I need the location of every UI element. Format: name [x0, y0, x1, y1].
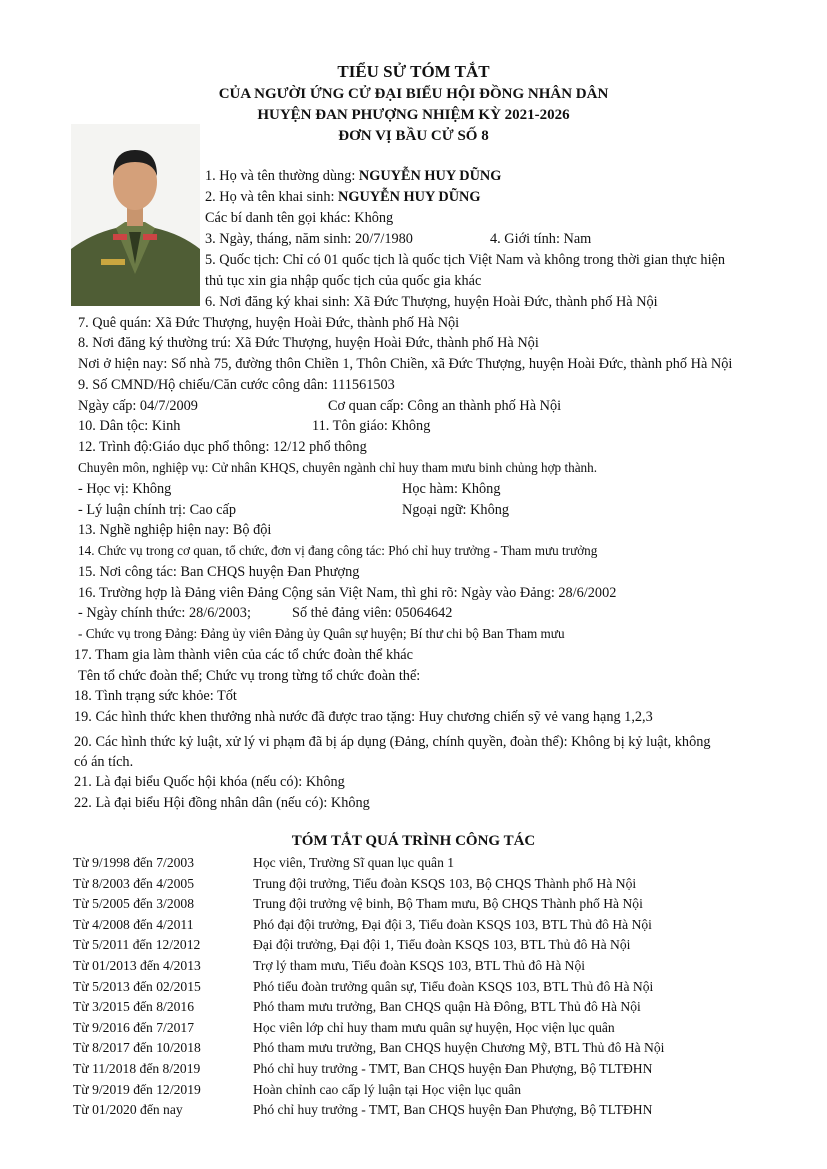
- work-period: Từ 5/2013 đến 02/2015: [73, 978, 201, 994]
- work-history-row: [73, 1100, 713, 1121]
- specialty-line: Chuyên môn, nghiệp vụ: Cử nhân KHQS, chuyên ngành chỉ huy tham mưu binh chủng hợp thành.: [78, 460, 598, 475]
- work-period: Từ 5/2005 đến 3/2008: [73, 896, 195, 912]
- party-card-line: Số thẻ đảng viên: 05064642: [292, 605, 453, 621]
- birth-name: NGUYỄN HUY DŨNG: [338, 189, 481, 205]
- work-history-row: [73, 1038, 713, 1059]
- work-description: Phó tham mưu trưởng, Ban CHQS huyện Chương Mỹ, BTL Thủ đô Hà Nội: [253, 1040, 665, 1056]
- work-description: Phó tham mưu trưởng, Ban CHQS quận Hà Đông, BTL Thủ đô Hà Nội: [253, 999, 641, 1015]
- work-history-row: [73, 853, 713, 874]
- official-date-line: - Ngày chính thức: 28/6/2003;: [78, 605, 251, 621]
- education-line: 12. Trình độ:Giáo dục phổ thông: 12/12 phổ thông: [78, 439, 367, 455]
- work-period: Từ 3/2015 đến 8/2016: [73, 999, 195, 1015]
- work-history-row: [73, 1080, 713, 1101]
- work-period: Từ 01/2020 đến nay: [73, 1102, 183, 1118]
- field-label: 1. Họ và tên thường dùng:: [205, 168, 359, 184]
- work-period: Từ 4/2008 đến 4/2011: [73, 916, 194, 932]
- party-line: 16. Trường hợp là Đảng viên Đảng Cộng sản Việt Nam, thì ghi rõ: Ngày vào Đảng: 28/6/2002: [78, 585, 617, 601]
- nationality-line: 5. Quốc tịch: Chỉ có 01 quốc tịch là quốc tịch Việt Nam và không trong thời gian thực hiện: [205, 252, 726, 268]
- work-period: Từ 11/2018 đến 8/2019: [73, 1060, 201, 1076]
- people-council-line: 22. Là đại biểu Hội đồng nhân dân (nếu có): Không: [74, 795, 370, 811]
- religion-line: 11. Tôn giáo: Không: [312, 418, 431, 434]
- organizations-detail-line: Tên tổ chức đoàn thể; Chức vụ trong từng tổ chức đoàn thể:: [78, 668, 421, 684]
- discipline-line: 20. Các hình thức kỷ luật, xử lý vi phạm đã bị áp dụng (Đảng, chính quyền, đoàn thể): Không bị kỷ luật, không: [74, 734, 711, 750]
- position-line: 14. Chức vụ trong cơ quan, tổ chức, đơn vị đang công tác: Phó chỉ huy trưởng - Tham mưu trưởng: [78, 543, 598, 558]
- work-description: Trợ lý tham mưu, Tiểu đoàn KSQS 103, BTL Thủ đô Hà Nội: [253, 957, 586, 973]
- work-history-row: [73, 915, 713, 936]
- id-number-line: 9. Số CMND/Hộ chiếu/Căn cước công dân: 111561503: [78, 377, 395, 393]
- work-history-row: [73, 874, 713, 895]
- current-address-line: Nơi ở hiện nay: Số nhà 75, đường thôn Chiền 1, Thôn Chiền, xã Đức Thượng, huyện Hoài Đức, thành phố Hà Nội: [78, 356, 733, 372]
- work-description: Phó đại đội trưởng, Đại đội 3, Tiểu đoàn KSQS 103, BTL Thủ đô Hà Nội: [253, 916, 652, 932]
- work-history-row: [73, 935, 713, 956]
- issue-date-line: Ngày cấp: 04/7/2009: [78, 398, 198, 414]
- birth-name-line: [205, 187, 480, 207]
- work-history-row: [73, 894, 713, 915]
- work-period: Từ 9/1998 đến 7/2003: [73, 855, 195, 870]
- work-history-row: [73, 1018, 713, 1039]
- work-history-title: TÓM TẮT QUÁ TRÌNH CÔNG TÁC: [291, 833, 536, 849]
- work-history-row: [73, 1059, 713, 1080]
- alias-line: Các bí danh tên gọi khác: Không: [205, 210, 394, 226]
- birth-registration-line: 6. Nơi đăng ký khai sinh: Xã Đức Thượng, huyện Hoài Đức, thành phố Hà Nội: [205, 294, 658, 310]
- nationality-line-2: thủ tục xin gia nhập quốc tịch của quốc gia khác: [205, 273, 482, 289]
- workplace-line: 15. Nơi công tác: Ban CHQS huyện Đan Phượng: [78, 564, 360, 580]
- permanent-address-line: 8. Nơi đăng ký thường trú: Xã Đức Thượng, huyện Hoài Đức, thành phố Hà Nội: [78, 335, 539, 351]
- academic-title-line: Học hàm: Không: [402, 481, 501, 497]
- work-description: Phó tiểu đoàn trưởng quân sự, Tiểu đoàn KSQS 103, BTL Thủ đô Hà Nội: [253, 978, 654, 994]
- work-history-list: [73, 853, 713, 1121]
- work-description: Học viên lớp chỉ huy tham mưu quân sự huyện, Học viện lục quân: [253, 1019, 615, 1035]
- party-position-line: - Chức vụ trong Đảng: Đảng ủy viên Đảng ủy Quân sự huyện; Bí thư chi bộ Ban Tham mưu: [78, 626, 565, 641]
- work-description: Trung đội trưởng vệ binh, Bộ Tham mưu, Bộ CHQS Thành phố Hà Nội: [253, 896, 643, 912]
- full-name: NGUYỄN HUY DŨNG: [358, 168, 502, 184]
- hometown-line: 7. Quê quán: Xã Đức Thượng, huyện Hoài Đức, thành phố Hà Nội: [78, 315, 460, 331]
- foreign-language-line: Ngoại ngữ: Không: [402, 502, 510, 518]
- gender-line: 4. Giới tính: Nam: [490, 231, 592, 247]
- full-name-line: [205, 166, 501, 186]
- work-period: Từ 9/2016 đến 7/2017: [73, 1019, 195, 1035]
- discipline-line-2: có án tích.: [74, 754, 134, 770]
- work-description: Trung đội trưởng, Tiểu đoàn KSQS 103, Bộ CHQS Thành phố Hà Nội: [253, 875, 637, 891]
- work-history-row: [73, 956, 713, 977]
- work-description: Học viên, Trường Sĩ quan lục quân 1: [253, 855, 455, 870]
- field-label: 2. Họ và tên khai sinh:: [205, 189, 339, 205]
- work-period: Từ 8/2003 đến 4/2005: [73, 875, 195, 891]
- subtitle-line: ĐƠN VỊ BẦU CỬ SỐ 8: [338, 128, 489, 144]
- work-description: Hoàn chỉnh cao cấp lý luận tại Học viện lục quân: [253, 1081, 522, 1097]
- health-line: 18. Tình trạng sức khỏe: Tốt: [74, 688, 237, 704]
- work-description: Phó chỉ huy trưởng - TMT, Ban CHQS huyện Đan Phượng, Bộ TLTĐHN: [253, 1102, 653, 1118]
- work-history-row: [73, 997, 713, 1018]
- awards-line: 19. Các hình thức khen thưởng nhà nước đã được trao tặng: Huy chương chiến sỹ vẻ vang hạng 1,2,3: [74, 709, 653, 725]
- organizations-line: 17. Tham gia làm thành viên của các tổ chức đoàn thể khác: [74, 647, 413, 663]
- subtitle-line: CỦA NGƯỜI ỨNG CỬ ĐẠI BIỂU HỘI ĐỒNG NHÂN DÂN: [218, 86, 609, 102]
- document-title: TIỂU SỬ TÓM TẮT: [337, 62, 490, 81]
- political-theory-line: - Lý luận chính trị: Cao cấp: [78, 502, 237, 518]
- degree-line: - Học vị: Không: [78, 481, 172, 497]
- work-history-row: [73, 977, 713, 998]
- work-period: Từ 5/2011 đến 12/2012: [73, 937, 201, 953]
- portrait-photo: [71, 124, 200, 306]
- work-description: Đại đội trưởng, Đại đội 1, Tiểu đoàn KSQS 103, BTL Thủ đô Hà Nội: [253, 937, 631, 953]
- work-description: Phó chỉ huy trưởng - TMT, Ban CHQS huyện Đan Phượng, Bộ TLTĐHN: [253, 1060, 653, 1076]
- ethnicity-line: 10. Dân tộc: Kinh: [78, 418, 181, 434]
- work-period: Từ 8/2017 đến 10/2018: [73, 1040, 201, 1056]
- subtitle-line: HUYỆN ĐAN PHƯỢNG NHIỆM KỲ 2021-2026: [257, 107, 570, 123]
- work-period: Từ 01/2013 đến 4/2013: [73, 957, 201, 973]
- work-period: Từ 9/2019 đến 12/2019: [73, 1081, 201, 1097]
- issuer-line: Cơ quan cấp: Công an thành phố Hà Nội: [328, 398, 562, 414]
- birthdate-line: 3. Ngày, tháng, năm sinh: 20/7/1980: [205, 231, 413, 247]
- occupation-line: 13. Nghề nghiệp hiện nay: Bộ đội: [78, 522, 272, 538]
- national-assembly-line: 21. Là đại biểu Quốc hội khóa (nếu có): Không: [74, 774, 345, 790]
